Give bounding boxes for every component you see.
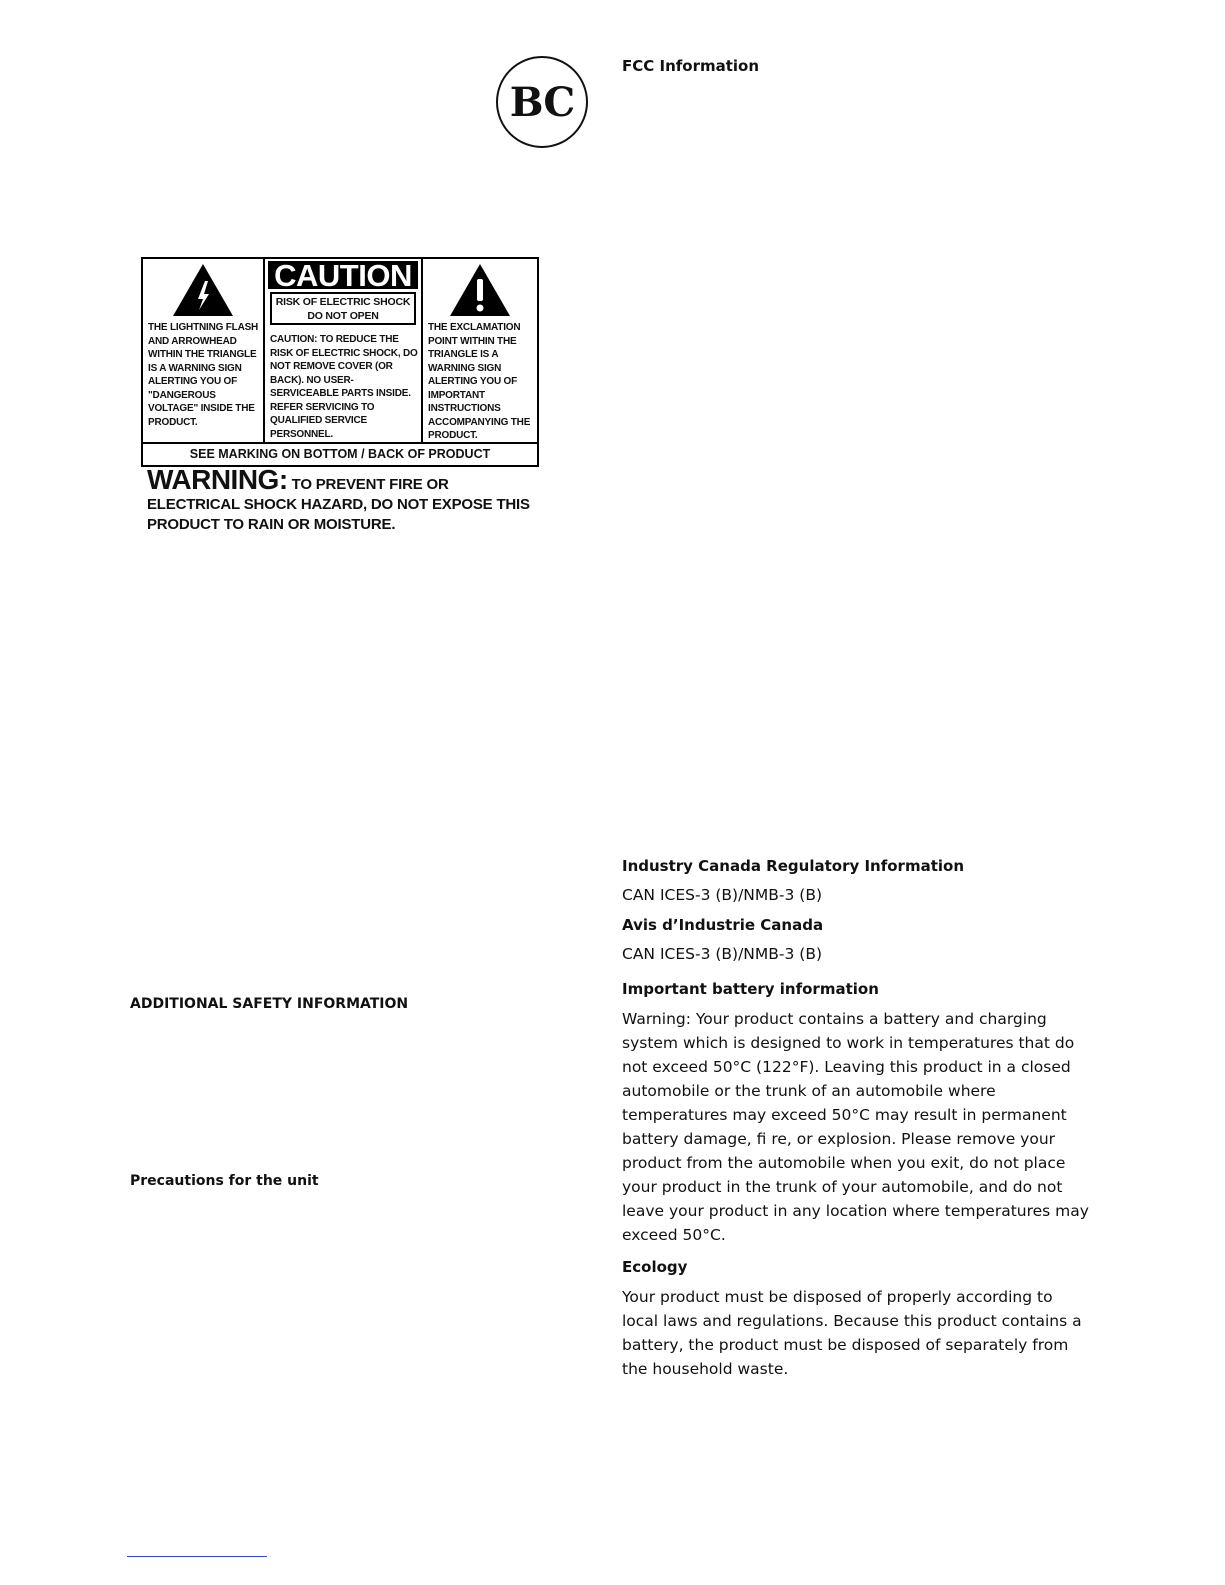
- bc-seal-logo: [496, 56, 588, 148]
- caution-middle-column: [265, 259, 423, 442]
- warning-text: TO PREVENT FIRE OR ELECTRICAL SHOCK HAZARD, DO NOT EXPOSE THIS PRODUCT TO RAIN OR MOISTURE.: [147, 476, 530, 533]
- warning-lead: WARNING:: [147, 464, 288, 495]
- caution-left-text: THE LIGHTNING FLASH AND ARROWHEAD WITHIN THE TRIANGLE IS A WARNING SIGN ALERTING YOU OF "DANGEROUS VOLTAGE" INSIDE THE PRODUCT.: [148, 322, 259, 428]
- ic-code: CAN ICES-3 (B)/NMB-3 (B): [622, 886, 823, 904]
- caution-left-column: [143, 259, 265, 442]
- avis-heading: Avis d’Industrie Canada: [622, 916, 824, 934]
- risk-box: [270, 292, 416, 325]
- avis-code: CAN ICES-3 (B)/NMB-3 (B): [622, 945, 823, 963]
- battery-heading: Important battery information: [622, 980, 879, 998]
- warning-notice: [147, 464, 542, 535]
- lightning-warning-icon: [172, 263, 234, 317]
- caution-right-text: THE EXCLAMATION POINT WITHIN THE TRIANGLE IS A WARNING SIGN ALERTING YOU OF IMPORTANT INSTRUCTIONS ACCOMPANYING THE PRODUCT.: [428, 322, 531, 441]
- caution-right-column: [423, 259, 537, 442]
- risk-line-2: DO NOT OPEN: [307, 310, 379, 322]
- precautions-heading: Precautions for the unit: [130, 1173, 319, 1189]
- caution-middle-text: CAUTION: TO REDUCE THE RISK OF ELECTRIC SHOCK, DO NOT REMOVE COVER (OR BACK). NO USER-SERVICEABLE PARTS INSIDE. REFER SERVICING TO QUALIFIED SERVICE PERSONNEL.: [270, 334, 418, 440]
- caution-label: [141, 257, 539, 467]
- additional-safety-heading: ADDITIONAL SAFETY INFORMATION: [130, 996, 409, 1012]
- risk-line-1: RISK OF ELECTRIC SHOCK: [275, 296, 411, 308]
- exclamation-warning-icon: [449, 263, 511, 317]
- industry-canada-heading: Industry Canada Regulatory Information: [622, 857, 964, 875]
- battery-text: Warning: Your product contains a battery and charging system which is designed to work in temperatures that do not exceed 50°C (122°F). Leaving this product in a closed automobile or the trunk of an automobile where temperatures may exceed 50°C may result in permanent battery damage, fi re, or explosion. Please remove your product from the automobile when you exit, do not place your product in the trunk of your automobile, and do not leave your product in any location where temperatures may exceed 50°C.: [622, 1010, 1089, 1244]
- ecology-heading: Ecology: [622, 1258, 688, 1276]
- caution-footer: SEE MARKING ON BOTTOM / BACK OF PRODUCT: [143, 442, 537, 465]
- footnote-rule: [127, 1556, 267, 1557]
- ecology-text: Your product must be disposed of properly according to local laws and regulations. Because this product contains a battery, the product must be disposed of separately from the household waste.: [622, 1288, 1082, 1378]
- fcc-heading: FCC Information: [622, 57, 760, 75]
- bc-seal-text: BC: [509, 78, 575, 126]
- caution-title: CAUTION: [268, 261, 418, 289]
